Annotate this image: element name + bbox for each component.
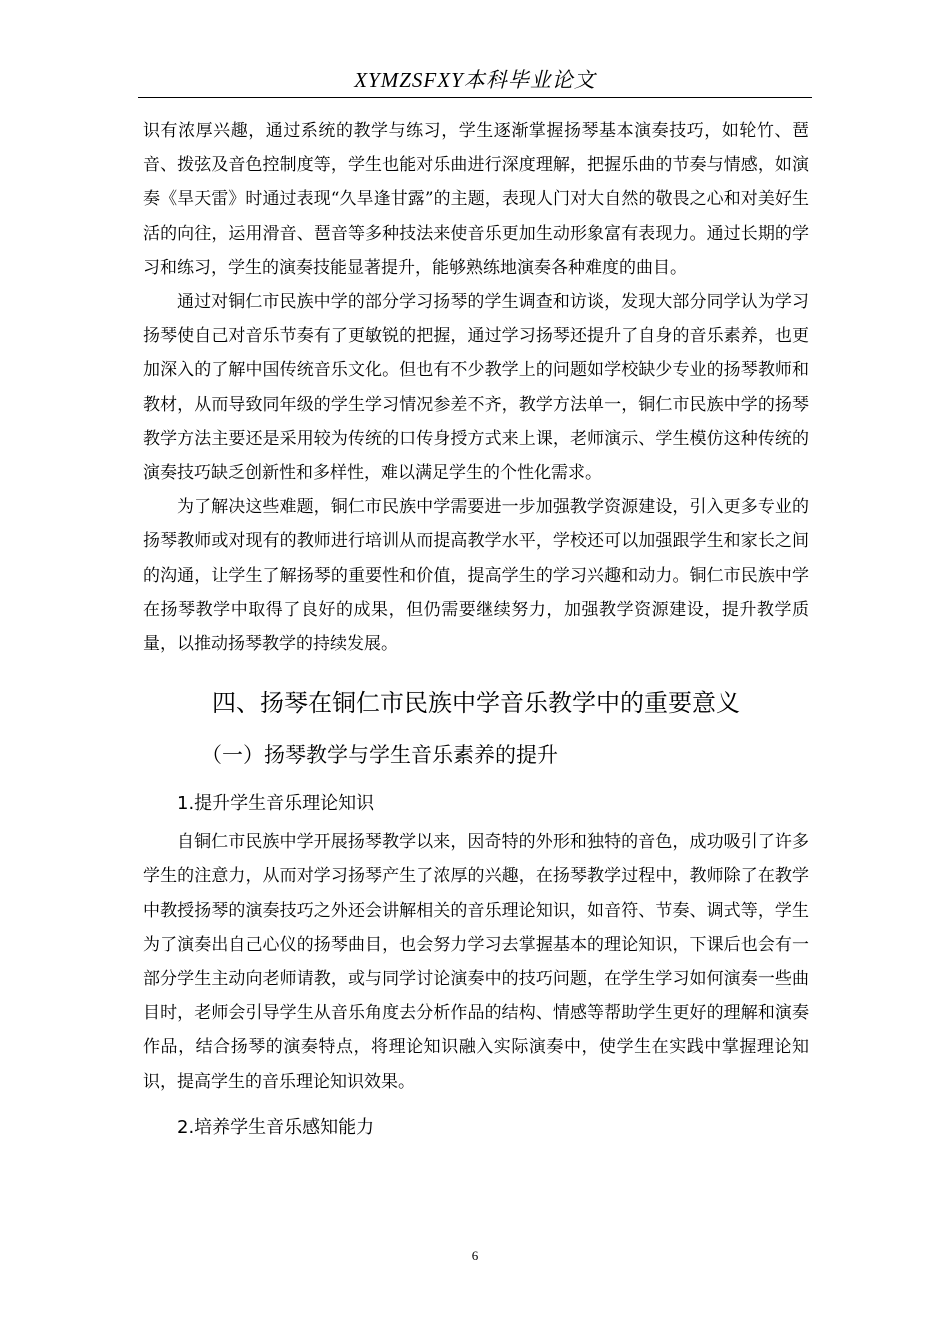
paragraph-solutions: 为了解决这些难题，铜仁市民族中学需要进一步加强教学资源建设，引入更多专业的扬琴教师或对现有的教师进行培训从而提高教学水平，学校还可以加强跟学生和家长之间的沟通，让学生了解扬琴的重要性和价值，提高学生的学习兴趣和动力。铜仁市民族中学在扬琴教学中取得了良好的成果，但仍需要继续努力，加强教学资源建设，提升教学质量，以推动扬琴教学的持续发展。 [143,497,809,655]
paragraph-continued: 识有浓厚兴趣，通过系统的教学与练习，学生逐渐掌握扬琴基本演奏技巧，如轮竹、琶音、拨弦及音色控制度等，学生也能对乐曲进行深度理解，把握乐曲的节奏与情感，如演奏《旱天雷》时通过表现“久旱逢甘露”的主题，表现人门对大自然的敬畏之心和对美好生活的向往，运用滑音、琶音等多种技法来使音乐更加生动形象富有表现力。通过长期的学习和练习，学生的演奏技能显著提升，能够熟练地演奏各种难度的曲目。 [143,121,809,278]
page-number: 6 [471,1248,479,1263]
paragraph-survey: 通过对铜仁市民族中学的部分学习扬琴的学生调查和访谈，发现大部分同学认为学习扬琴使自己对音乐节奏有了更敏锐的把握，通过学习扬琴还提升了自身的音乐素养，也更加深入的了解中国传统音乐文化。但也有不少教学上的问题如学校缺少专业的扬琴教师和教材，从而导致同年级的学生学习情况参差不齐，教学方法单一，铜仁市民族中学的扬琴教学方法主要还是采用较为传统的口传身授方式来上课，老师演示、学生模仿这种传统的演奏技巧缺乏创新性和多样性，难以满足学生的个性化需求。 [143,292,809,484]
running-header: XYMZSFXY本科毕业论文 [354,68,596,92]
item-heading-2: 2.培养学生音乐感知能力 [177,1116,375,1138]
section-heading: 四、扬琴在铜仁市民族中学音乐教学中的重要意义 [212,689,740,718]
item-heading-1: 1.提升学生音乐理论知识 [177,793,375,815]
body-text [143,114,809,1149]
paragraph-theory: 自铜仁市民族中学开展扬琴教学以来，因奇特的外形和独特的音色，成功吸引了许多学生的注意力，从而对学习扬琴产生了浓厚的兴趣，在扬琴教学过程中，教师除了在教学中教授扬琴的演奏技巧之外还会讲解相关的音乐理论知识，如音符、节奏、调式等，学生为了演奏出自己心仪的扬琴曲目，也会努力学习去掌握基本的理论知识，下课后也会有一部分学生主动向老师请教，或与同学讨论演奏中的技巧问题，在学生学习如何演奏一些曲目时，老师会引导学生从音乐角度去分析作品的结构、情感等帮助学生更好的理解和演奏作品，结合扬琴的演奏特点，将理论知识融入实际演奏中，使学生在实践中掌握理论知识，提高学生的音乐理论知识效果。 [143,832,809,1092]
subsection-heading: （一）扬琴教学与学生音乐素养的提升 [201,743,558,768]
header-rule [138,97,812,98]
